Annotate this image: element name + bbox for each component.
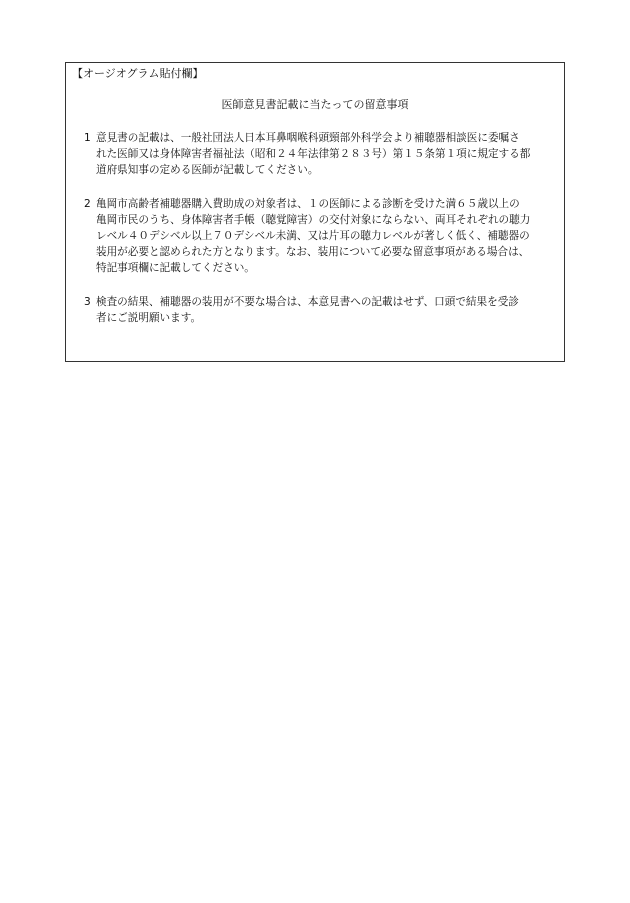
- note-line: 道府県知事の定める医師が記載してください。: [96, 164, 319, 176]
- note-line: 装用が必要と認められた方となります。なお、装用について必要な留意事項がある場合は、: [96, 246, 530, 258]
- note-line: 意見書の記載は、一般社団法人日本耳鼻咽喉科頭頸部外科学会より補聴器相談医に委嘱さ: [96, 132, 520, 144]
- note-number: 1: [84, 132, 91, 144]
- note-line: れた医師又は身体障害者福祉法（昭和２４年法律第２８３号）第１５条第１項に規定する都: [96, 148, 531, 160]
- note-item-1: [84, 130, 554, 178]
- note-line: レベル４０デシベル以上７０デシベル未満、又は片耳の聴力レベルが著しく低く、補聴器の: [96, 230, 530, 242]
- note-line: 亀岡市高齢者補聴器購入費助成の対象者は、１の医師による診断を受けた満６５歳以上の: [96, 198, 520, 210]
- note-line: 亀岡市民のうち、身体障害者手帳（聴覚障害）の交付対象にならない、両耳それぞれの聴力: [96, 214, 531, 226]
- note-number: 2: [84, 198, 91, 210]
- note-line: 特記事項欄に記載してください。: [96, 262, 255, 274]
- notes-heading: 医師意見書記載に当たっての留意事項: [221, 98, 409, 111]
- audiogram-box: [65, 62, 565, 362]
- note-item-3: [84, 294, 554, 326]
- note-line: 検査の結果、補聴器の装用が不要な場合は、本意見書への記載はせず、口頭で結果を受診: [96, 296, 519, 308]
- note-line: 者にご説明願います。: [96, 312, 202, 324]
- audiogram-box-label: 【オージオグラム貼付欄】: [72, 67, 204, 80]
- note-item-2: [84, 196, 554, 276]
- note-number: 3: [84, 296, 91, 308]
- notes-list: [84, 130, 554, 344]
